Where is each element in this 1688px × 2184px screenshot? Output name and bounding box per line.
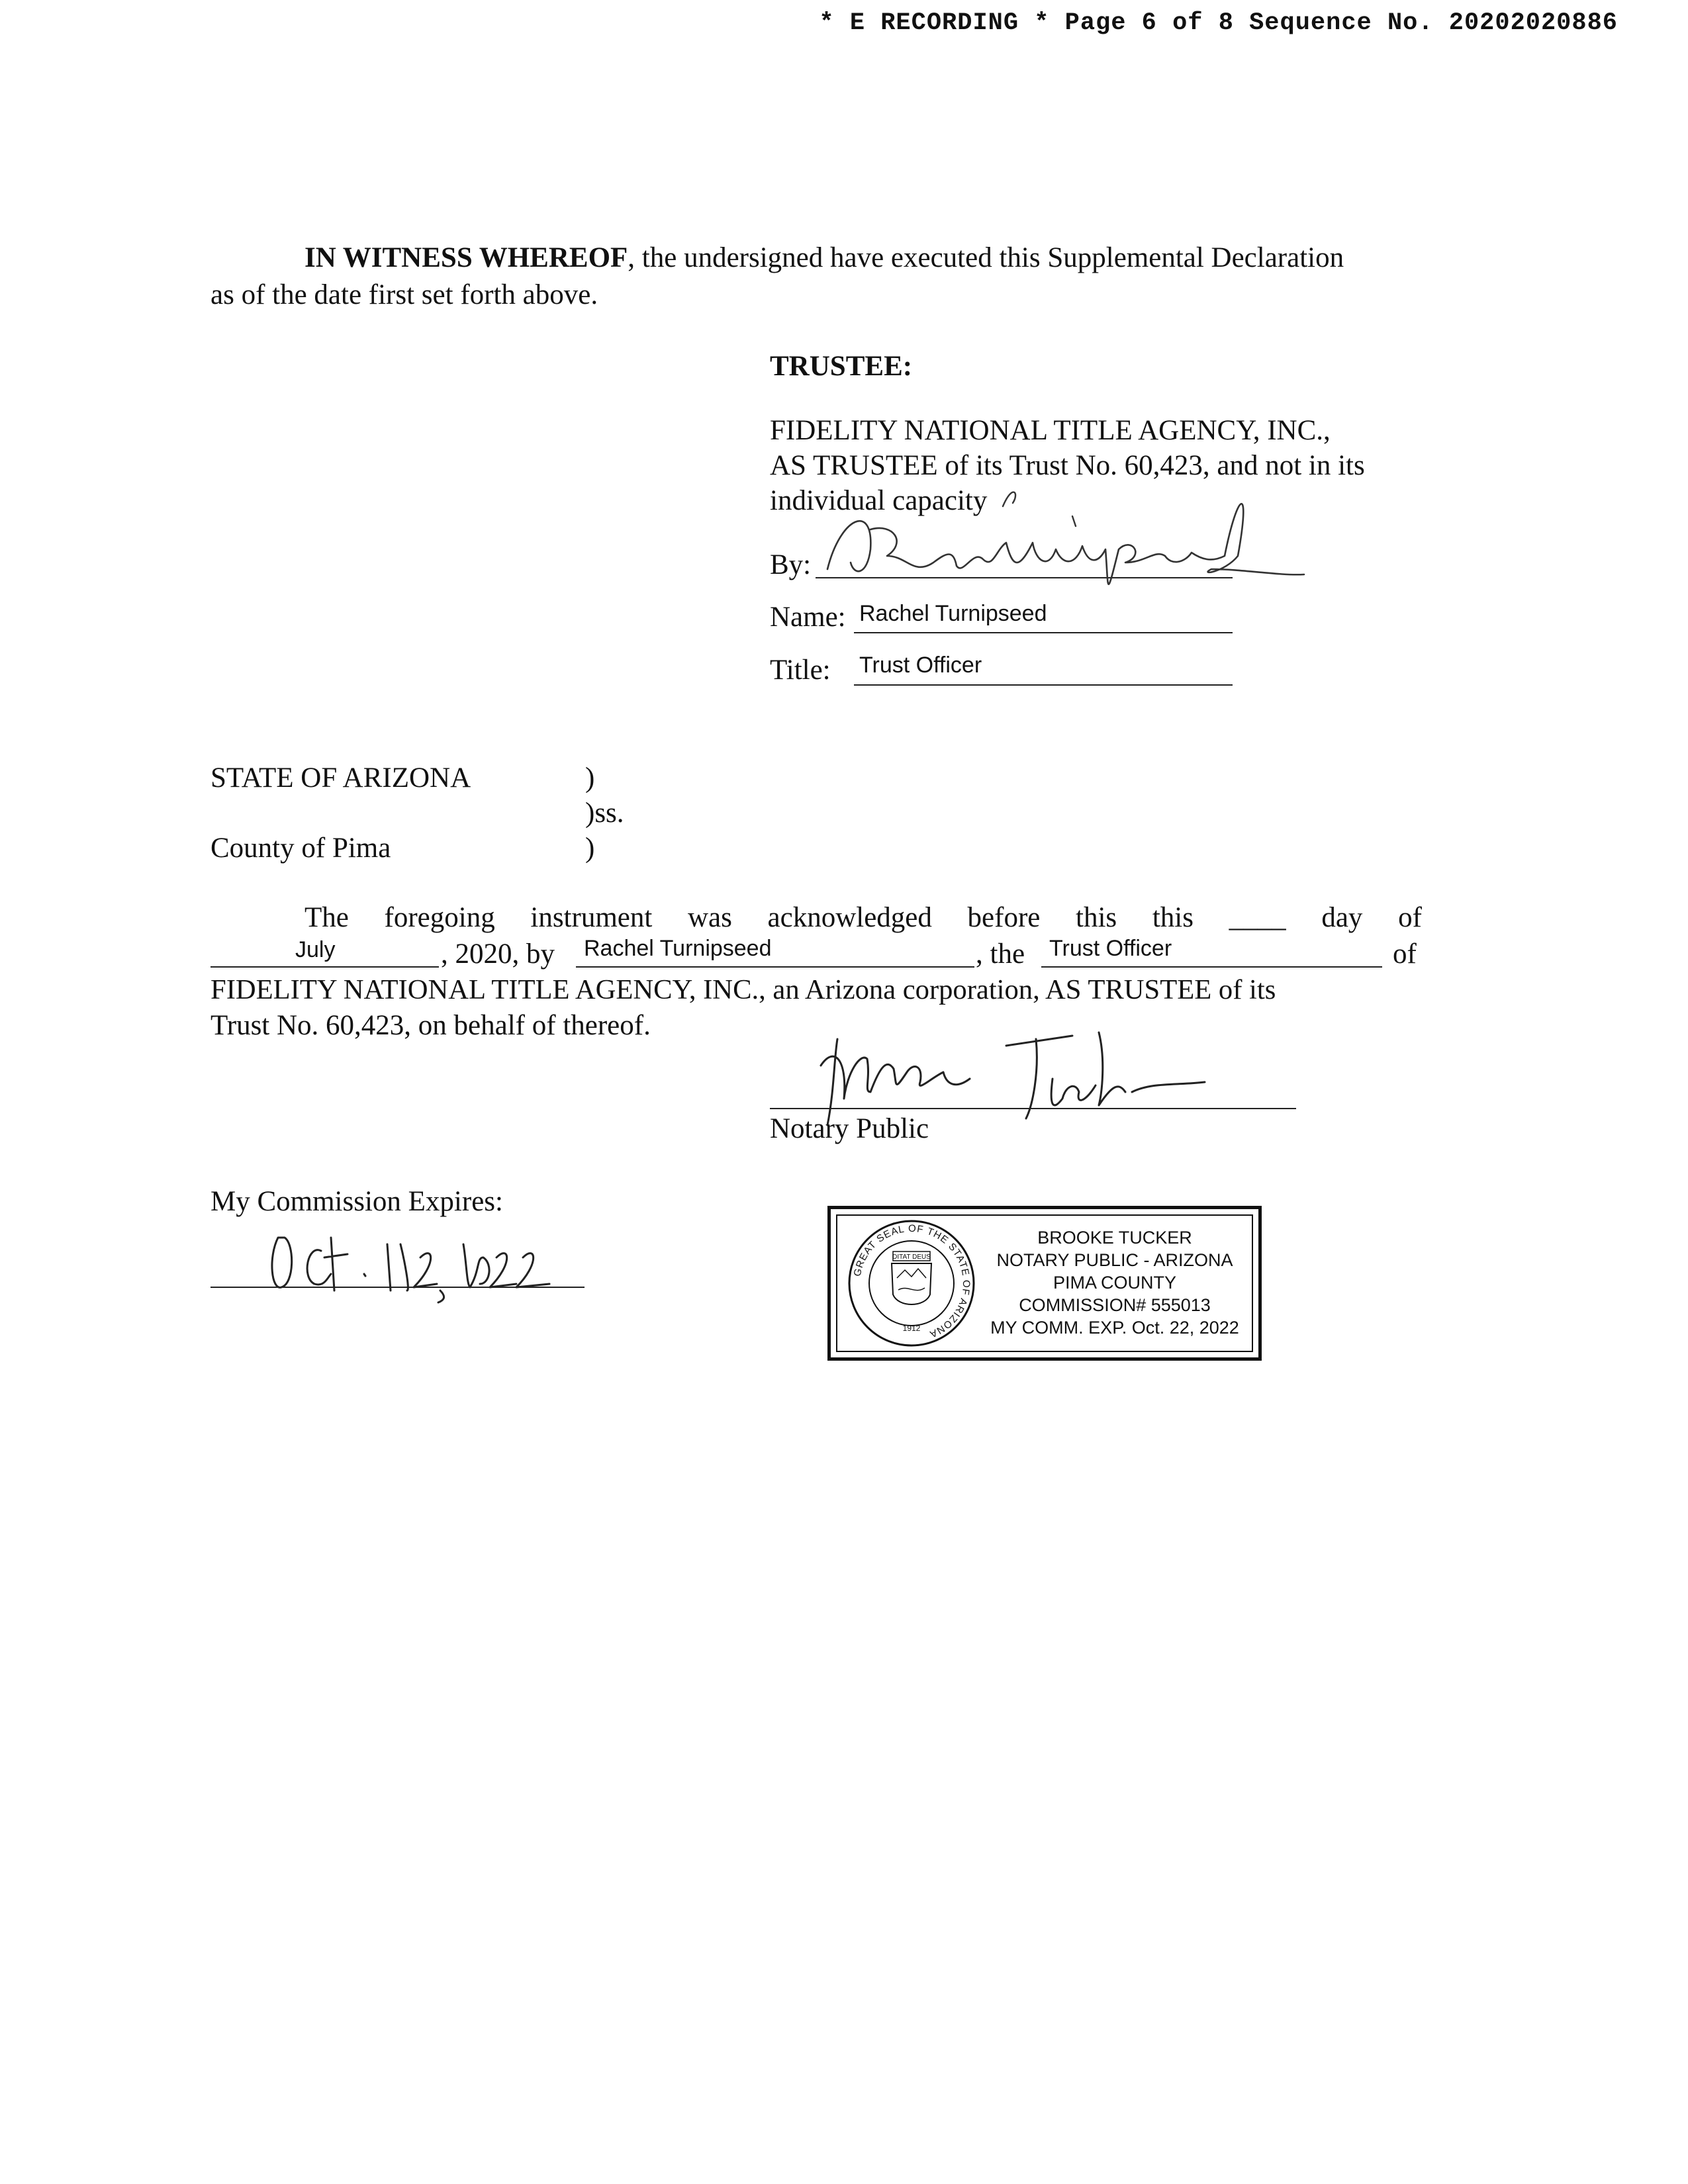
stamp-county: PIMA COUNTY [1053,1273,1177,1293]
signer-value: Rachel Turnipseed [584,936,772,961]
ack-word: this [1076,902,1117,933]
name-value: Rachel Turnipseed [859,601,1047,626]
venue-state: STATE OF ARIZONA [211,762,471,794]
ack-word: of [1398,902,1422,933]
notary-stamp [827,1206,1262,1361]
title-value: Trust Officer [859,653,982,678]
commission-label: My Commission Expires: [211,1186,503,1217]
stamp-text-block [976,1226,1253,1339]
signer-title-line [1041,966,1382,968]
month-line [211,966,439,968]
signer-line [576,966,974,968]
ack-word: this [1152,902,1194,933]
trustee-entity-line-3: individual capacity [770,485,988,516]
trustee-signature [814,477,1317,602]
trustee-entity-line-1: FIDELITY NATIONAL TITLE AGENCY, INC., [770,415,1331,446]
arizona-seal-icon [845,1218,978,1348]
ack-word: ____ [1229,902,1286,933]
title-line [854,684,1233,686]
witness-rest: , the undersigned have executed this Supplemental Declaration [628,242,1344,273]
trustee-heading: TRUSTEE: [770,351,913,382]
notary-label: Notary Public [770,1113,929,1144]
ack-word: was [687,902,732,933]
venue-paren-3: ) [585,833,595,864]
ack-line-4: Trust No. 60,423, on behalf of thereof. [211,1010,651,1041]
stamp-name: BROOKE TUCKER [1037,1228,1192,1248]
recording-header: * E RECORDING * Page 6 of 8 Sequence No. 20202020886 [819,9,1618,37]
venue-paren-1: ) [585,762,595,794]
venue-ss: )ss. [585,797,624,829]
witness-lead: IN WITNESS WHEREOF [305,242,628,273]
name-line [854,632,1233,633]
trustee-entity-line-2: AS TRUSTEE of its Trust No. 60,423, and not in its [770,450,1365,481]
ack-word: instrument [530,902,653,933]
commission-date-handwritten [265,1218,576,1304]
venue-county: County of Pima [211,833,391,864]
name-label: Name: [770,602,846,633]
witness-line-2: as of the date first set forth above. [211,279,598,310]
svg-text:GREAT SEAL OF THE STATE OF ARI: GREAT SEAL OF THE STATE OF ARIZONA [851,1222,972,1340]
title-label: Title: [770,655,831,686]
year-by: , 2020, by [441,938,555,970]
ack-word: The [305,902,349,933]
ack-word: day [1321,902,1363,933]
by-label: By: [770,549,812,580]
svg-text:DITAT DEUS: DITAT DEUS [892,1253,931,1261]
stamp-commission: COMMISSION# 555013 [1019,1295,1211,1315]
ack-word: acknowledged [767,902,932,933]
stamp-expiration: MY COMM. EXP. Oct. 22, 2022 [990,1318,1239,1338]
ack-of: of [1393,938,1417,970]
signer-title-value: Trust Officer [1049,936,1172,961]
ack-line-3: FIDELITY NATIONAL TITLE AGENCY, INC., an Arizona corporation, AS TRUSTEE of its [211,974,1276,1005]
witness-line-1 [305,240,1344,277]
svg-text:1912: 1912 [902,1324,921,1333]
ack-word: foregoing [384,902,495,933]
ack-line-1 [305,901,1422,934]
ack-the: , the [976,938,1025,970]
ack-word: before [967,902,1041,933]
stamp-title: NOTARY PUBLIC - ARIZONA [996,1250,1233,1270]
month-value: July [295,937,336,962]
